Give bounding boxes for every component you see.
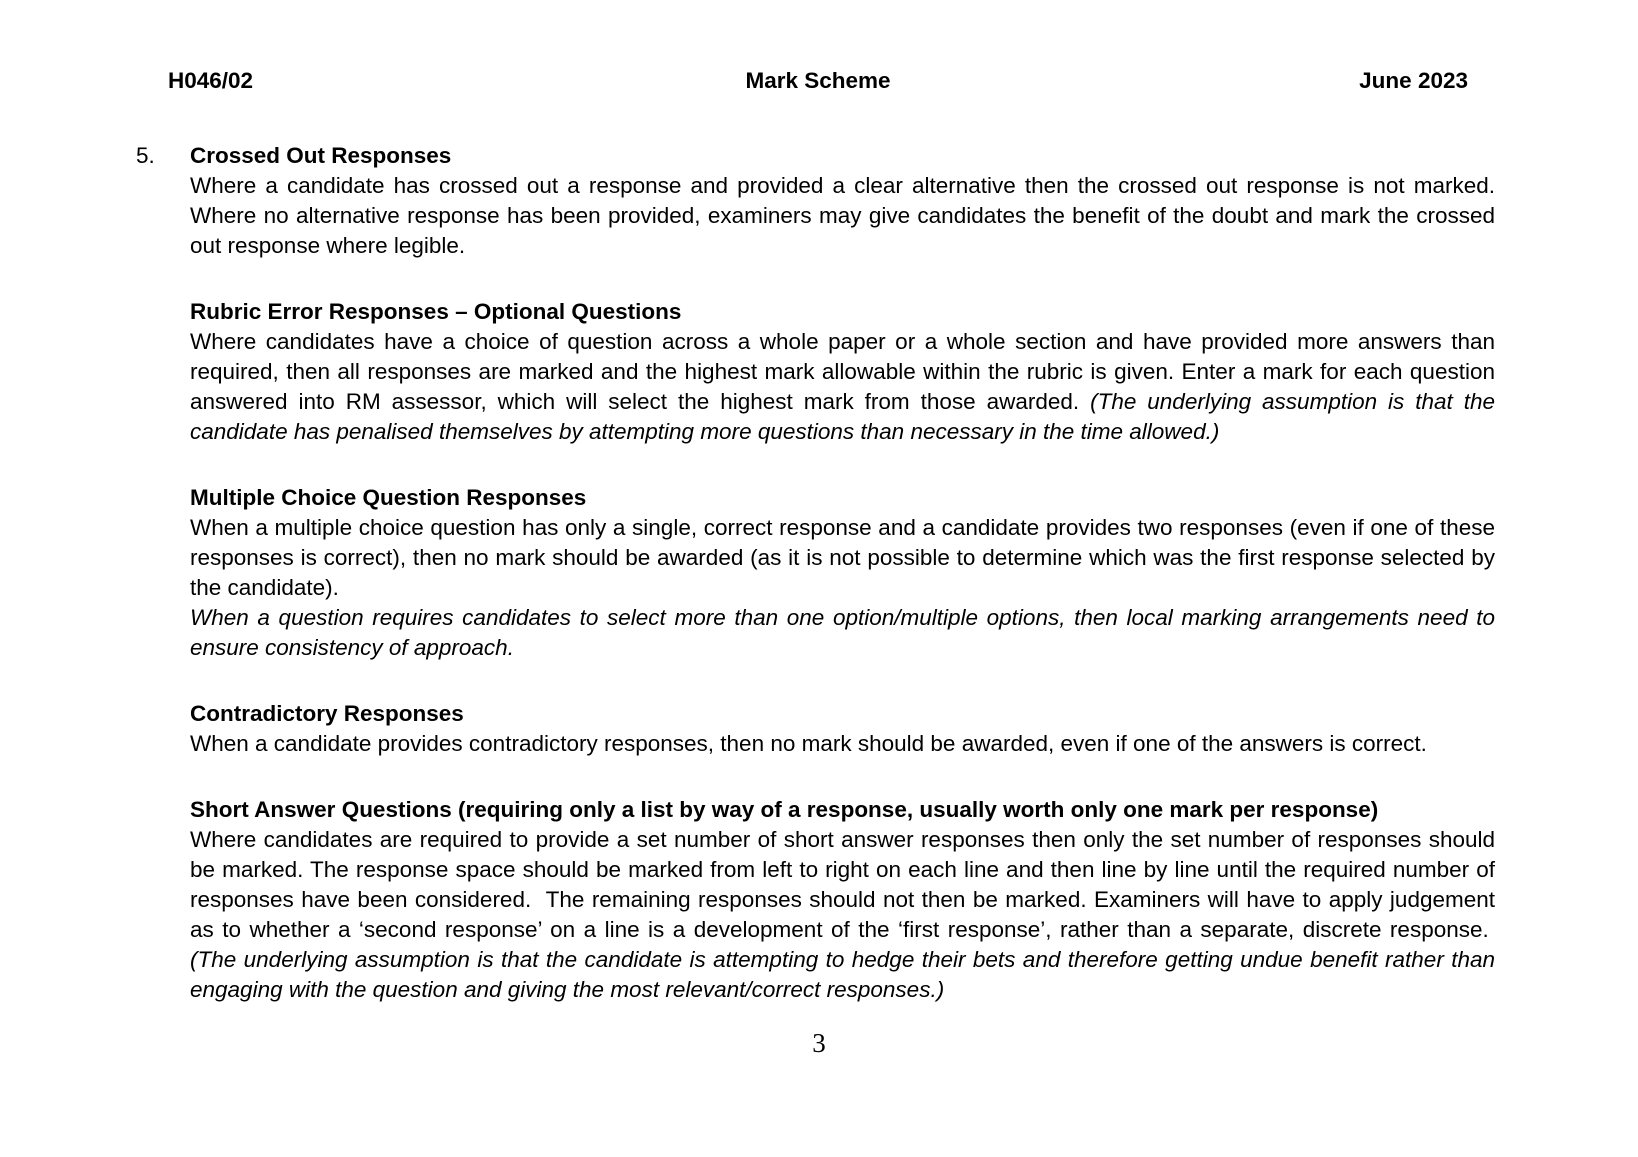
bold-text-run: Short Answer Questions	[190, 797, 452, 822]
paragraph	[190, 729, 1495, 759]
text-run: (requiring only a list by way of a response, usually worth only	[451, 797, 1124, 822]
paragraph	[190, 825, 1495, 1005]
bold-text-run: Contradictory Responses	[190, 701, 464, 726]
text-run: Where candidates have a choice of question across a whole paper or a whole section and have provided more answers than required, then all responses are marked and the highest mark allowable within the rubric is given. Enter a mark for each question answered into RM assessor, which will select the highest mark from those awarded.	[190, 329, 1495, 414]
text-run: When a candidate provides contradictory responses, then no mark should be awarded, even if one of the answers is correct.	[190, 731, 1427, 756]
section-contradictory-responses	[190, 699, 1495, 759]
section-heading	[190, 483, 1495, 513]
header-date: June 2023	[1359, 68, 1468, 93]
bold-text-run: one mark per response	[1123, 797, 1371, 822]
paragraph	[190, 603, 1495, 663]
list-number: 5.	[136, 143, 155, 168]
section-heading	[190, 141, 1495, 171]
section-rubric-error-responses	[190, 297, 1495, 447]
section-multiple-choice-question-responses	[190, 483, 1495, 663]
italic-text-run: When a question requires candidates to select more than one option/multiple options, then local marking arrangements need to ensure consistency of approach.	[190, 605, 1495, 660]
section-heading	[190, 699, 1495, 729]
page-footer	[0, 1028, 1638, 1058]
sections	[136, 141, 1495, 1005]
header-title: Mark Scheme	[745, 68, 891, 93]
section-short-answer-questions	[190, 795, 1495, 1005]
text-run: )	[1370, 797, 1379, 822]
header-paper-code: H046/02	[168, 68, 254, 93]
paragraph	[190, 513, 1495, 603]
text-run: When a multiple choice question has only a single, correct response and a candidate provides two responses (even if one of these responses is correct), then no mark should be awarded (as it is not possible to determine which was the first response selected by the candidate).	[190, 515, 1495, 600]
paragraph	[190, 327, 1495, 447]
text-run: Where candidates are required to provide a set number of short answer responses then only the set number of responses should be marked. The response space should be marked from left to right on each line and then line by line until the required number of responses have been considered. The remaining responses should not then be marked. Examiners will have to apply judgement as to whether a ‘second response’ on a line is a development of the ‘first response’, rather than a separate, discrete response.	[190, 827, 1495, 942]
bold-text-run: Rubric Error Responses – Optional Questions	[190, 299, 682, 324]
page-number: 3	[812, 1028, 826, 1058]
bold-text-run: Multiple Choice Question Responses	[190, 485, 587, 510]
italic-text-run: (The underlying assumption is that the candidate has penalised themselves by attempting more questions than necessary in the time allowed.)	[190, 389, 1495, 444]
document-body	[136, 141, 1495, 1005]
section-crossed-out-responses	[136, 141, 1495, 261]
section-heading	[190, 795, 1495, 825]
section-heading	[190, 297, 1495, 327]
italic-text-run: (The underlying assumption is that the candidate is attempting to hedge their bets and therefore getting undue benefit rather than engaging with the question and giving the most relevant/correct responses.)	[190, 947, 1495, 1002]
paragraph	[190, 171, 1495, 261]
bold-text-run: Crossed Out Responses	[190, 143, 452, 168]
text-run: Where a candidate has crossed out a response and provided a clear alternative then the crossed out response is not marked. Where no alternative response has been provided, examiners may give candidates the benefit of the doubt and mark the crossed out response where legible.	[190, 173, 1495, 258]
page-header	[168, 66, 1468, 96]
